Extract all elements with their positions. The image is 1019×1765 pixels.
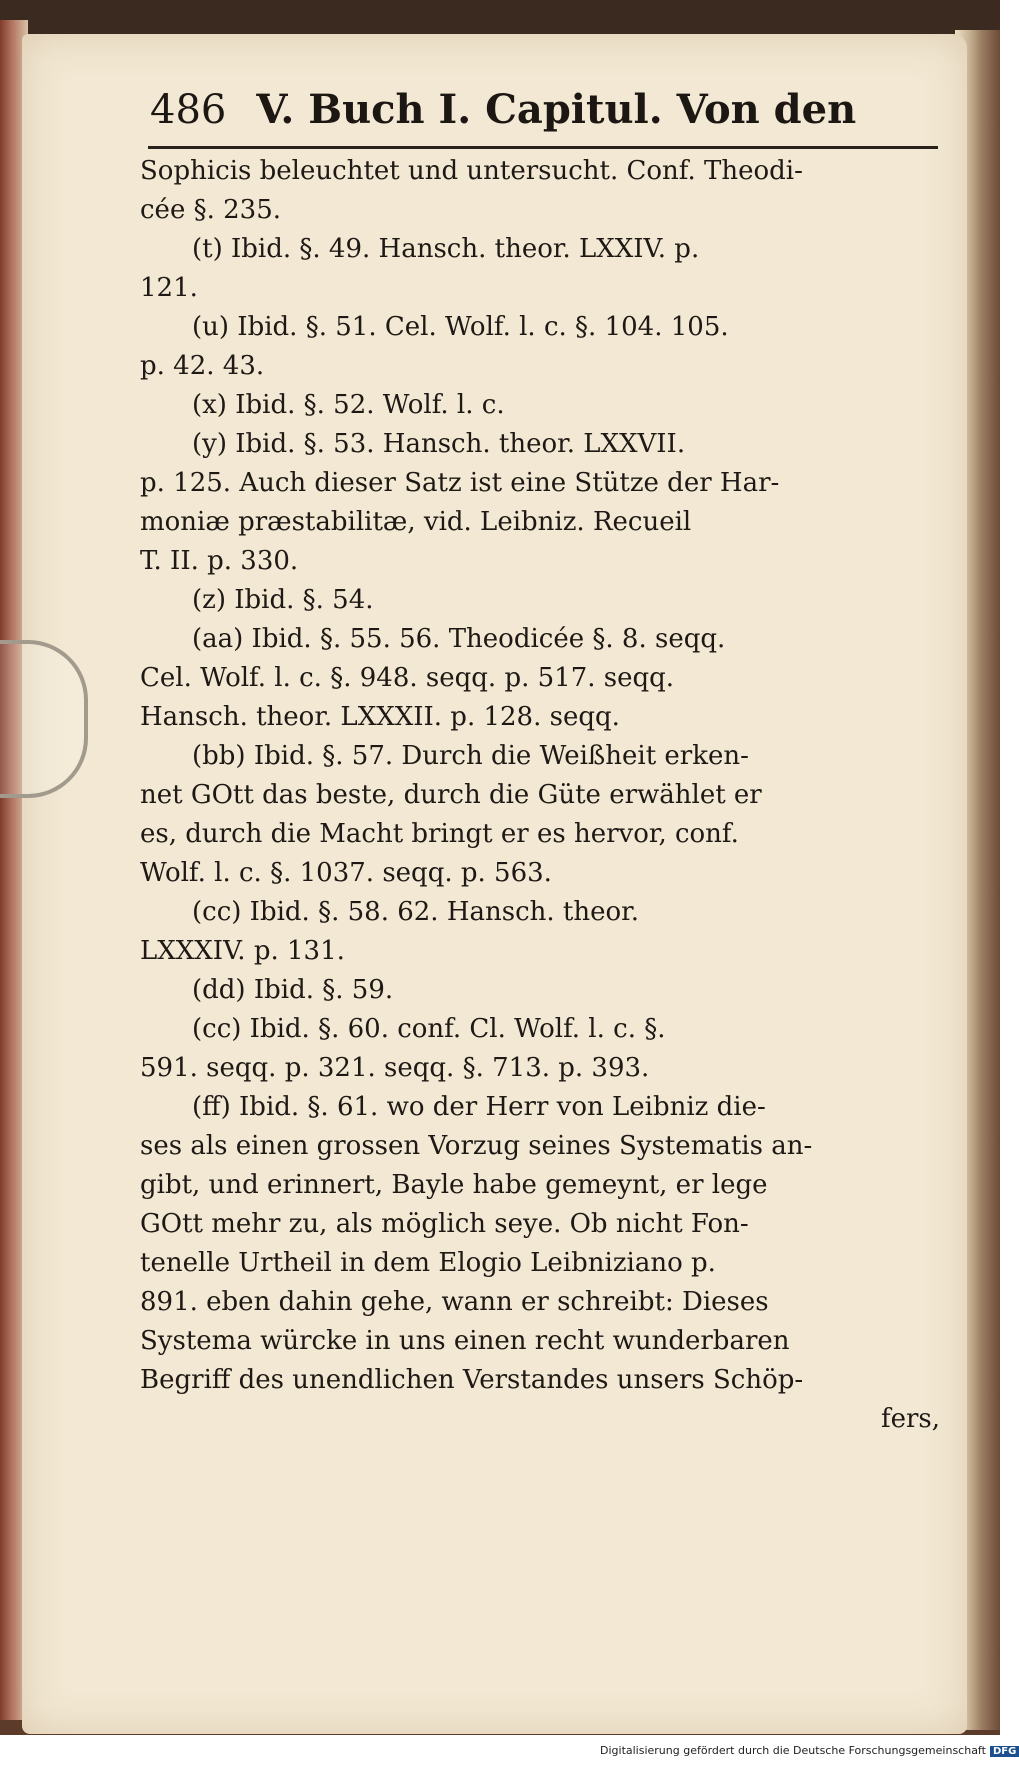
footnote-line: (z) Ibid. §. 54. bbox=[192, 585, 374, 615]
text-line: p. 125. Auch dieser Satz ist eine Stütze der Har- bbox=[140, 468, 780, 498]
text-line: ses als einen grossen Vorzug seines Systematis an- bbox=[140, 1131, 813, 1161]
text-line: 891. eben dahin gehe, wann er schreibt: Dieses bbox=[140, 1287, 769, 1317]
digitization-credit bbox=[600, 1744, 1017, 1762]
footnote-line: (dd) Ibid. §. 59. bbox=[192, 975, 394, 1005]
text-line: T. II. p. 330. bbox=[140, 546, 299, 576]
footnote-line: (x) Ibid. §. 52. Wolf. l. c. bbox=[192, 390, 505, 420]
dfg-logo: DFG bbox=[990, 1746, 1019, 1757]
text-line: es, durch die Macht bringt er es hervor, conf. bbox=[140, 819, 739, 849]
text-line: Begriff des unendlichen Verstandes unsers Schöp- bbox=[140, 1365, 804, 1395]
footnote-line: (bb) Ibid. §. 57. Durch die Weißheit erken- bbox=[192, 741, 749, 771]
running-title: V. Buch I. Capitul. Von den bbox=[256, 86, 857, 133]
text-line: gibt, und erinnert, Bayle habe gemeynt, er lege bbox=[140, 1170, 768, 1200]
text-line: Cel. Wolf. l. c. §. 948. seqq. p. 517. seqq. bbox=[140, 663, 675, 693]
text-line: 591. seqq. p. 321. seqq. §. 713. p. 393. bbox=[140, 1053, 650, 1083]
footnote-line: (ff) Ibid. §. 61. wo der Herr von Leibniz die- bbox=[192, 1092, 766, 1122]
text-line: Systema würcke in uns einen recht wunderbaren bbox=[140, 1326, 790, 1356]
page-clip bbox=[0, 640, 88, 798]
text-line: 121. bbox=[140, 273, 198, 303]
footnote-line: (cc) Ibid. §. 60. conf. Cl. Wolf. l. c. §. bbox=[192, 1014, 666, 1044]
footnote-line: (t) Ibid. §. 49. Hansch. theor. LXXIV. p. bbox=[192, 234, 700, 264]
text-line: Wolf. l. c. §. 1037. seqq. p. 563. bbox=[140, 858, 552, 888]
text-line: GOtt mehr zu, als möglich seye. Ob nicht Fon- bbox=[140, 1209, 749, 1239]
text-line: moniæ præstabilitæ, vid. Leibniz. Recueil bbox=[140, 507, 692, 537]
body-text bbox=[140, 152, 950, 1439]
text-line: cée §. 235. bbox=[140, 195, 282, 225]
running-head bbox=[150, 86, 930, 146]
credit-text: Digitalisierung gefördert durch die Deutsche Forschungsgemeinschaft bbox=[600, 1744, 986, 1757]
text-line: LXXXIV. p. 131. bbox=[140, 936, 345, 966]
text-line: net GOtt das beste, durch die Güte erwählet er bbox=[140, 780, 762, 810]
text-line: tenelle Urtheil in dem Elogio Leibniziano p. bbox=[140, 1248, 716, 1278]
footnote-line: (y) Ibid. §. 53. Hansch. theor. LXXVII. bbox=[192, 429, 686, 459]
catchword: fers, bbox=[880, 1404, 940, 1434]
text-line: Sophicis beleuchtet und untersucht. Conf. Theodi- bbox=[140, 156, 803, 186]
footnote-line: (u) Ibid. §. 51. Cel. Wolf. l. c. §. 104. 105. bbox=[192, 312, 729, 342]
footnote-line: (aa) Ibid. §. 55. 56. Theodicée §. 8. seqq. bbox=[192, 624, 726, 654]
text-line: Hansch. theor. LXXXII. p. 128. seqq. bbox=[140, 702, 620, 732]
header-rule bbox=[148, 146, 938, 149]
page-number: 486 bbox=[150, 87, 227, 133]
footnote-line: (cc) Ibid. §. 58. 62. Hansch. theor. bbox=[192, 897, 640, 927]
text-line: p. 42. 43. bbox=[140, 351, 265, 381]
